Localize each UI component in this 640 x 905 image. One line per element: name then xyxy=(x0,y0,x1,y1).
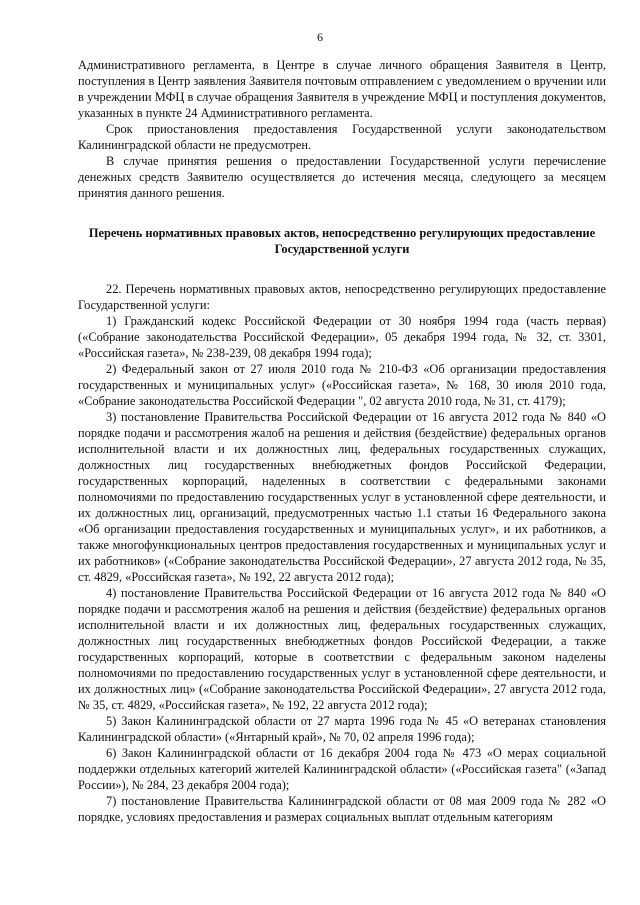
list-item: 3) постановление Правительства Российской Федерации от 16 августа 2012 года № 840 «О порядке подачи и рассмотрения жалоб на решения и действия (бездействие) федеральных органов исполнительной власти и их должностных лиц, федеральных государственных служащих, должностных лиц государственных внебюджетных фондов Российской Федерации, государственных корпораций, наделенных в соответствии с федеральными законами полномочиями по предоставлению государственных услуг в установленной сфере деятельности, и их должностных лиц, организаций, предусмотренных частью 1.1 статьи 16 Федерального закона «Об организации предоставления государственных и муниципальных услуг», и их работников, а также многофункциональных центров предоставления государственных и муниципальных услуг и их работников» («Собрание законодательства Российской Федерации», 27 августа 2012 года, № 35, ст. 4829, «Российская газета», № 192, 22 августа 2012 года); xyxy=(78,410,606,584)
list-item: 7) постановление Правительства Калининградской области от 08 мая 2009 года № 282 «О порядке, условиях предоставления и размерах социальных выплат отдельным категориям xyxy=(78,794,606,824)
list-item: 1) Гражданский кодекс Российской Федерации от 30 ноября 1994 года (часть первая) («Собрание законодательства Российской Федерации», 05 декабря 1994 года, № 32, ст. 3301, «Российская газета», № 238-239, 08 декабря 1994 года); xyxy=(78,314,606,360)
section-heading: Перечень нормативных правовых актов, непосредственно регулирующих предоставление Государственной услуги xyxy=(88,226,596,256)
paragraph-suspension-term: Срок приостановления предоставления Государственной услуги законодательством Калининградской области не предусмотрен. xyxy=(78,122,606,152)
page-number: 6 xyxy=(317,30,323,44)
paragraph-payment-term: В случае принятия решения о предоставлении Государственной услуги перечисление денежных средств Заявителю осуществляется до истечения месяца, следующего за месяцем принятия данного решения. xyxy=(78,154,606,200)
list-item: 2) Федеральный закон от 27 июля 2010 года № 210-ФЗ «Об организации предоставления государственных и муниципальных услуг» («Российская газета», № 168, 30 июля 2010 года, «Собрание законодательства Российской Федерации ", 02 августа 2010 года, № 31, ст. 4179); xyxy=(78,362,606,408)
list-intro: 22. Перечень нормативных правовых актов, непосредственно регулирующих предоставление Государственной услуги: xyxy=(78,282,606,312)
list-item: 4) постановление Правительства Российской Федерации от 16 августа 2012 года № 840 «О порядке подачи и рассмотрения жалоб на решения и действия (бездействие) федеральных органов исполнительной власти и их должностных лиц, федеральных государственных служащих, должностных лиц государственных внебюджетных фондов Российской Федерации, а также государственных корпораций, которые в соответствии с федеральным законом наделены полномочиями по предоставлению государственных услуг в установленной сфере деятельности, и их должностных лиц» («Собрание законодательства Российской Федерации», 27 августа 2012 года, № 35, ст. 4829, «Российская газета», № 192, 22 августа 2012 года); xyxy=(78,586,606,712)
document-body xyxy=(78,57,606,825)
list-item: 6) Закон Калининградской области от 16 декабря 2004 года № 473 «О мерах социальной поддержки отдельных категорий жителей Калининградской области» («Российская газета" («Запад России»), № 284, 23 декабря 2004 года); xyxy=(78,746,606,792)
paragraph-continuation: Административного регламента, в Центре в случае личного обращения Заявителя в Центр, поступления в Центр заявления Заявителя почтовым отправлением с уведомлением о вручении или в учреждении МФЦ в случае обращения Заявителя в учреждение МФЦ и поступления документов, указанных в пункте 24 Административного регламента. xyxy=(78,58,606,120)
list-item: 5) Закон Калининградской области от 27 марта 1996 года № 45 «О ветеранах становления Калининградской области» («Янтарный край», № 70, 02 апреля 1996 года); xyxy=(78,714,606,744)
